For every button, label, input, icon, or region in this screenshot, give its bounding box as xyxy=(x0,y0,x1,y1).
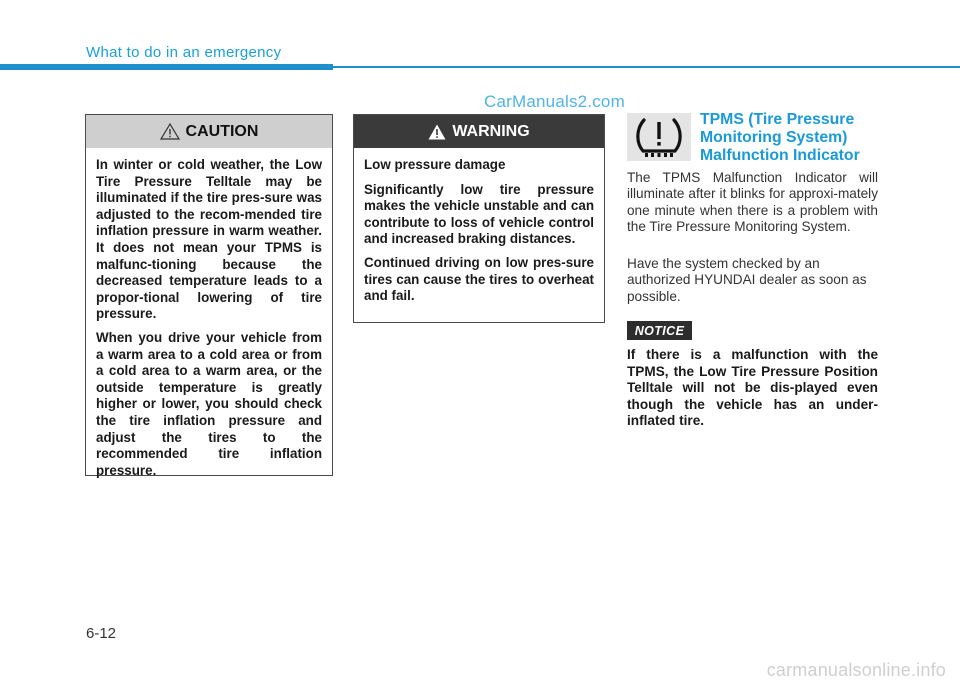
header-rule-thin xyxy=(333,66,960,68)
warning-triangle-outline-icon xyxy=(160,123,180,140)
warning-header xyxy=(354,115,604,148)
notice-text: If there is a malfunction with the TPMS, the Low Tire Pressure Position Telltale will not be dis-played even though the vehicle has an under-inflated tire. xyxy=(627,347,878,429)
warning-paragraph-2: Significantly low tire pressure makes the vehicle unstable and can contribute to loss of vehicle control and increased braking distances. xyxy=(364,181,594,247)
page-number: 6-12 xyxy=(86,625,117,642)
caution-paragraph-2: When you drive your vehicle from a warm area to a cold area or from a cold area to a warm area, or the outside temperature is greatly higher or lower, you should check the tire inflation pressure and adjust the tires to the recommended tire inflation pressure. xyxy=(96,329,322,478)
caution-box xyxy=(85,114,333,476)
caution-paragraph-1: In winter or cold weather, the Low Tire Pressure Telltale may be illuminated if the tire pres-sure was adjusted to the recom-mended tire inflation pressure in warm weather. It does not mean your TPMS is malfunc-tioning because the decreased temperature leads to a propor-tional lowering of tire pressure. xyxy=(96,157,322,322)
watermark-top: CarManuals2.com xyxy=(484,92,625,111)
caution-title: CAUTION xyxy=(185,122,259,140)
warning-title: WARNING xyxy=(452,122,530,140)
watermark-bottom: carmanualsonline.info xyxy=(766,660,946,680)
tpms-paragraph-1: The TPMS Malfunction Indicator will illuminate after it blinks for approxi-mately one minute when there is a problem with the Tire Pressure Monitoring System. xyxy=(627,170,878,235)
header-rule-thick xyxy=(0,64,333,70)
section-header-title: What to do in an emergency xyxy=(86,44,282,61)
warning-paragraph-3: Continued driving on low pres-sure tires can cause the tires to overheat and fail. xyxy=(364,254,594,304)
notice-badge: NOTICE xyxy=(627,321,692,340)
tpms-section-title: TPMS (Tire Pressure Monitoring System) Malfunction Indicator xyxy=(700,111,860,164)
warning-box xyxy=(353,114,605,323)
warning-triangle-filled-icon xyxy=(428,124,446,140)
tpms-malfunction-icon xyxy=(627,113,691,161)
warning-paragraph-1: Low pressure damage xyxy=(364,157,506,172)
caution-header xyxy=(86,115,332,148)
tpms-paragraph-2: Have the system checked by an authorized HYUNDAI dealer as soon as possible. xyxy=(627,256,867,304)
